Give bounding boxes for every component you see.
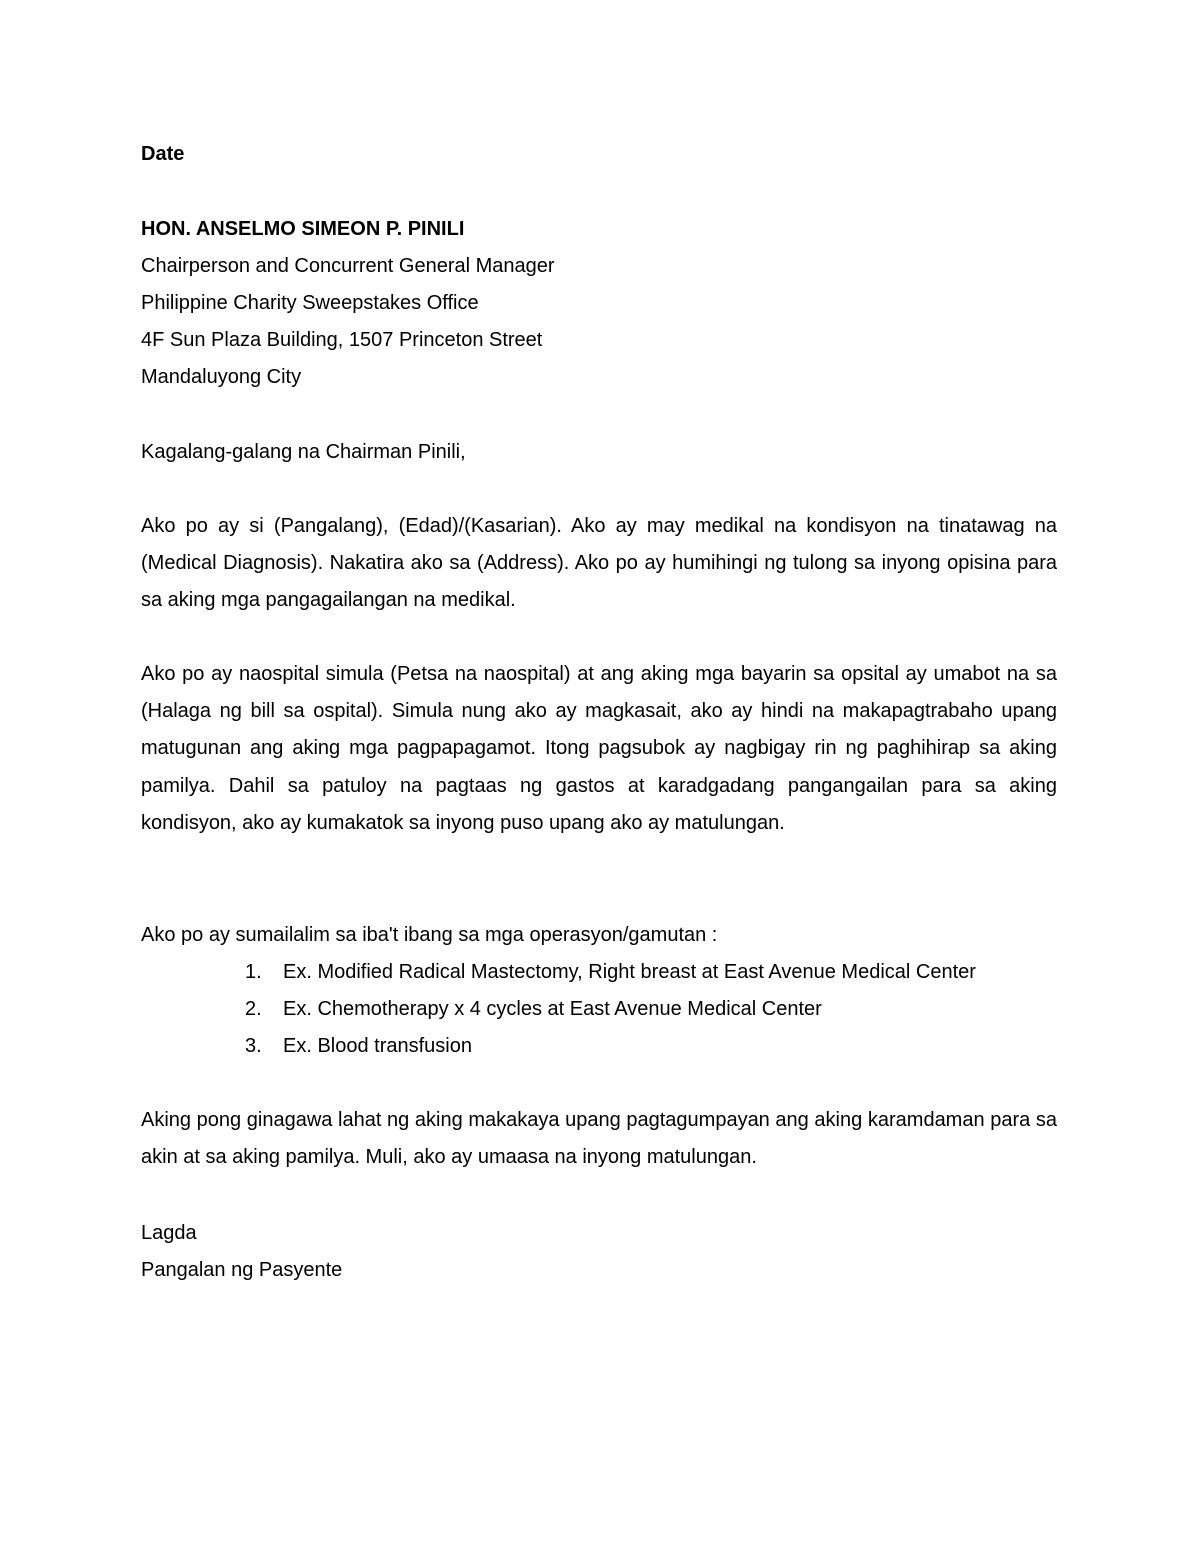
paragraph-closing: Aking pong ginagawa lahat ng aking makakaya upang pagtagumpayan ang aking karamdaman para sa akin at sa aking pamilya. Muli, ako ay umaasa na inyong matulungan.	[141, 1109, 1057, 1169]
list-item-number: 2.	[245, 998, 262, 1020]
recipient-name: HON. ANSELMO SIMEON P. PINILI	[141, 218, 465, 240]
paragraph-hospitalization: Ako po ay naospital simula (Petsa na naospital) at ang aking mga bayarin sa opsital ay umabot na sa (Halaga ng bill sa ospital). Simula nung ako ay magkasait, ako ay hindi na makapagtrabaho upang matugunan ang aking mga pagpapagamot. Itong pagsubok ay nagbigay rin ng paghihirap sa aking pamilya. Dahil sa patuloy na pagtaas ng gastos at karadgadang pangangailan para sa aking kondisyon, ako ay kumakatok sa inyong puso upang ako ay matulungan.	[141, 663, 1057, 834]
recipient-office: Philippine Charity Sweepstakes Office	[141, 292, 479, 314]
paragraph-introduction: Ako po ay si (Pangalang), (Edad)/(Kasarian). Ako ay may medikal na kondisyon na tinatawag na (Medical Diagnosis). Nakatira ako sa (Address). Ako po ay humihingi ng tulong sa inyong opisina para sa aking mga pangagailangan na medikal.	[141, 515, 1057, 612]
recipient-address-line2: Mandaluyong City	[141, 366, 302, 388]
date-label: Date	[141, 143, 185, 165]
signature-label: Lagda	[141, 1222, 197, 1244]
list-item-text: Ex. Modified Radical Mastectomy, Right breast at East Avenue Medical Center	[283, 961, 976, 983]
procedures-intro: Ako po ay sumailalim sa iba't ibang sa mga operasyon/gamutan :	[141, 924, 718, 946]
list-item-text: Ex. Blood transfusion	[283, 1035, 472, 1057]
recipient-address-line1: 4F Sun Plaza Building, 1507 Princeton Street	[141, 329, 543, 351]
recipient-title: Chairperson and Concurrent General Manager	[141, 255, 555, 277]
list-item-number: 3.	[245, 1035, 262, 1057]
patient-name-label: Pangalan ng Pasyente	[141, 1259, 343, 1281]
list-item-text: Ex. Chemotherapy x 4 cycles at East Avenue Medical Center	[283, 998, 822, 1020]
list-item-number: 1.	[245, 961, 262, 983]
salutation: Kagalang-galang na Chairman Pinili,	[141, 441, 466, 463]
